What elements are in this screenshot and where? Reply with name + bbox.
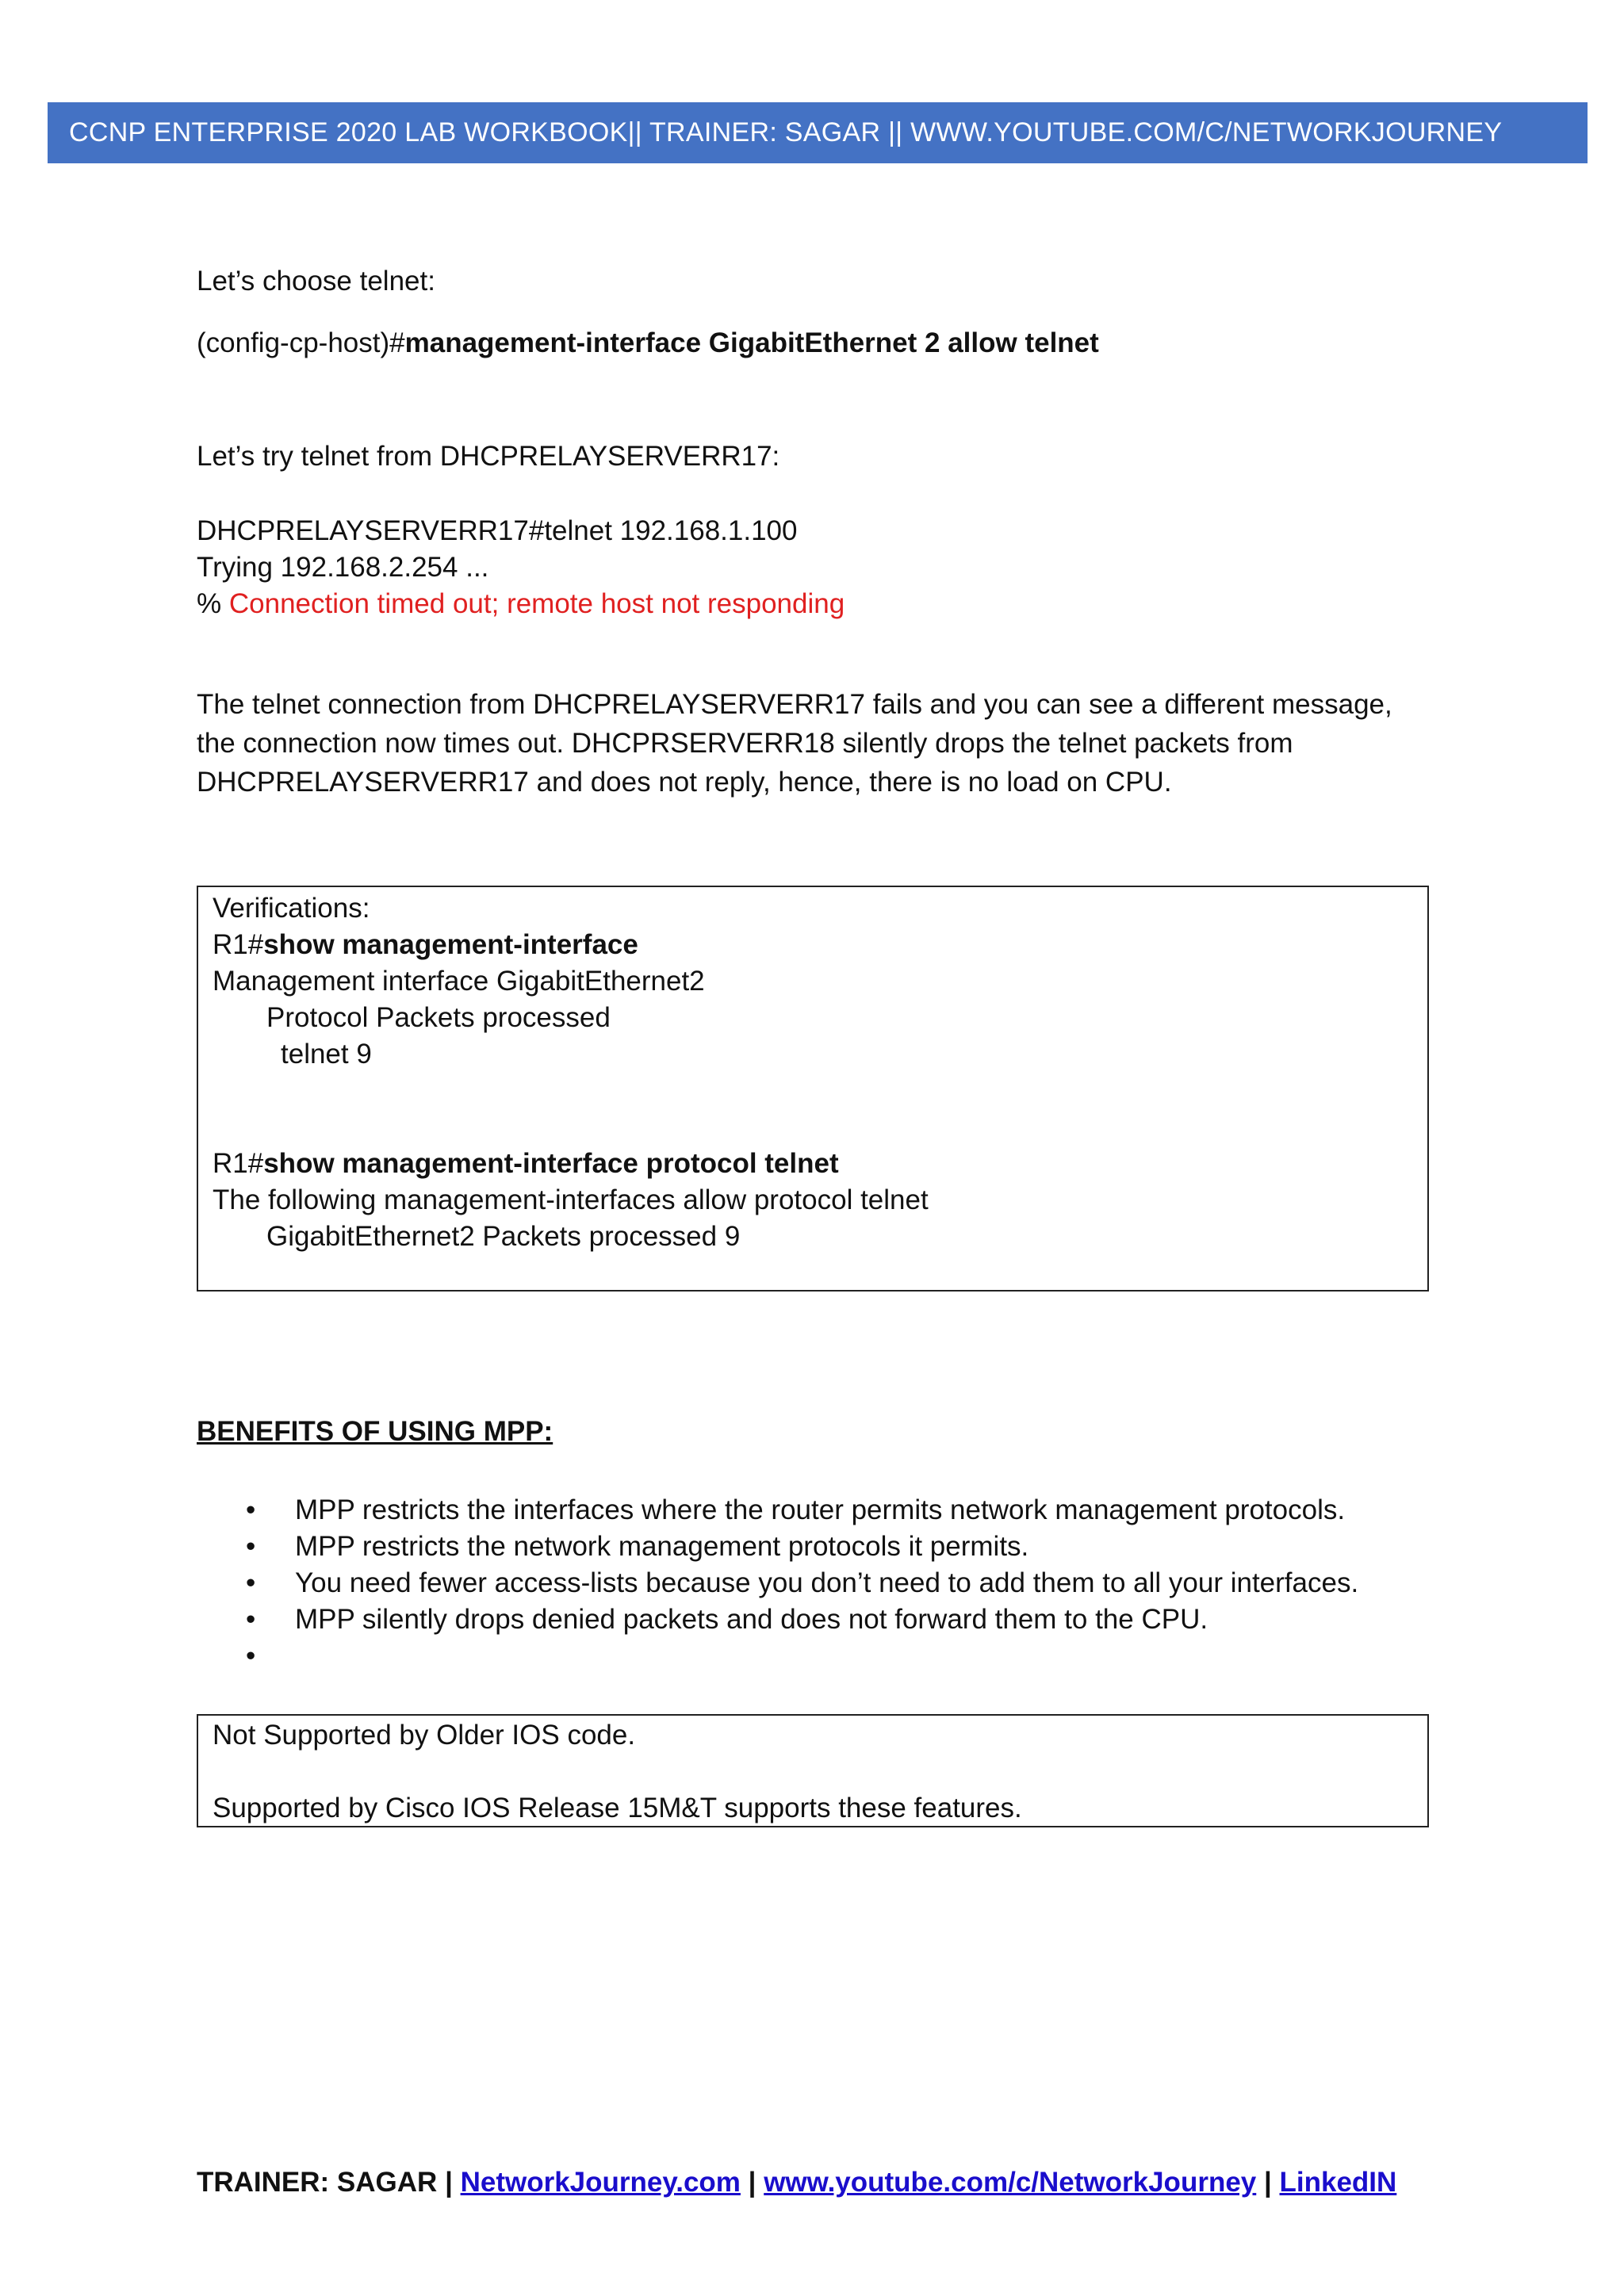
bullet-icon: •: [246, 1567, 256, 1598]
benefits-heading: BENEFITS OF USING MPP:: [197, 1416, 553, 1447]
footer-separator: |: [1263, 2167, 1272, 2198]
timeout-line: [197, 586, 845, 622]
footer: [197, 2164, 1396, 2201]
footer-trainer: TRAINER: SAGAR: [197, 2167, 438, 2198]
config-prompt: (config-cp-host)#: [197, 327, 405, 358]
output-2-line-1: The following management-interfaces allow protocol telnet: [213, 1184, 929, 1215]
footer-link-networkjourney[interactable]: NetworkJourney.com: [460, 2167, 741, 2198]
header-banner: [48, 102, 1588, 163]
verification-command-2: [213, 1146, 1427, 1182]
bullet-icon: •: [246, 1494, 256, 1525]
timeout-error-text: Connection timed out; remote host not responding: [228, 588, 845, 619]
support-line-1: Not Supported by Older IOS code.: [213, 1720, 636, 1751]
blank-row: [213, 1073, 1427, 1109]
footer-separator: |: [445, 2167, 453, 2198]
list-item-text: MPP silently drops denied packets and does not forward them to the CPU.: [295, 1604, 1208, 1635]
config-command-text: management-interface GigabitEthernet 2 allow telnet: [404, 327, 1099, 358]
blank-row: [213, 1109, 1427, 1146]
list-item-text: You need fewer access-lists because you don’t need to add them to all your interfaces.: [295, 1567, 1359, 1598]
r1-prompt: R1#: [213, 929, 264, 960]
blank-row: [213, 1754, 1427, 1790]
output-2-line-2: GigabitEthernet2 Packets processed 9: [266, 1221, 741, 1252]
list-item: [197, 1638, 1358, 1674]
config-command: [197, 325, 1099, 362]
percent-prefix: %: [197, 588, 229, 619]
output-1-line-1: Management interface GigabitEthernet2: [213, 966, 705, 997]
output-1-line-2: Protocol Packets processed: [266, 1002, 611, 1033]
list-item-text: MPP restricts the interfaces where the router permits network management protocols.: [295, 1494, 1346, 1525]
bullet-icon: •: [246, 1604, 256, 1635]
command-1-text: show management-interface: [263, 929, 638, 960]
try-telnet-text: Let’s try telnet from DHCPRELAYSERVERR17:: [197, 441, 780, 472]
r1-prompt: R1#: [213, 1148, 264, 1179]
verification-box: [197, 886, 1429, 1292]
header-text: CCNP ENTERPRISE 2020 LAB WORKBOOK|| TRAINER: SAGAR || WWW.YOUTUBE.COM/C/NETWORKJOURNEY: [69, 117, 1503, 147]
footer-link-linkedin[interactable]: LinkedIN: [1279, 2167, 1397, 2198]
trying-line: Trying 192.168.2.254 ...: [197, 552, 489, 583]
command-2-text: show management-interface protocol telnet: [263, 1148, 839, 1179]
list-item: [197, 1601, 1358, 1638]
output-1-line-3: telnet 9: [281, 1039, 372, 1070]
explanation-paragraph: The telnet connection from DHCPRELAYSERVERR17 fails and you can see a different message, the connection now times out. DHCPRSERVERR18 silently drops the telnet packets from DHCPRELAYSERVERR17 and does not reply, hence, there is no load on CPU.: [197, 689, 1392, 798]
bullet-icon: •: [246, 1531, 256, 1562]
footer-separator: |: [748, 2167, 756, 2198]
list-item: [197, 1565, 1358, 1601]
list-item: [197, 1492, 1358, 1529]
choose-telnet-text: Let’s choose telnet:: [197, 266, 435, 297]
support-line-2: Supported by Cisco IOS Release 15M&T supports these features.: [213, 1793, 1022, 1823]
support-box: [197, 1714, 1429, 1827]
verification-command-1: [213, 927, 1427, 963]
list-item: [197, 1529, 1358, 1565]
benefits-list: [197, 1492, 1358, 1674]
list-item-text: MPP restricts the network management protocols it permits.: [295, 1531, 1029, 1562]
telnet-command-line: DHCPRELAYSERVERR17#telnet 192.168.1.100: [197, 515, 798, 546]
verification-title: Verifications:: [213, 893, 370, 924]
footer-link-youtube[interactable]: www.youtube.com/c/NetworkJourney: [764, 2167, 1257, 2198]
bullet-icon: •: [246, 1640, 256, 1671]
